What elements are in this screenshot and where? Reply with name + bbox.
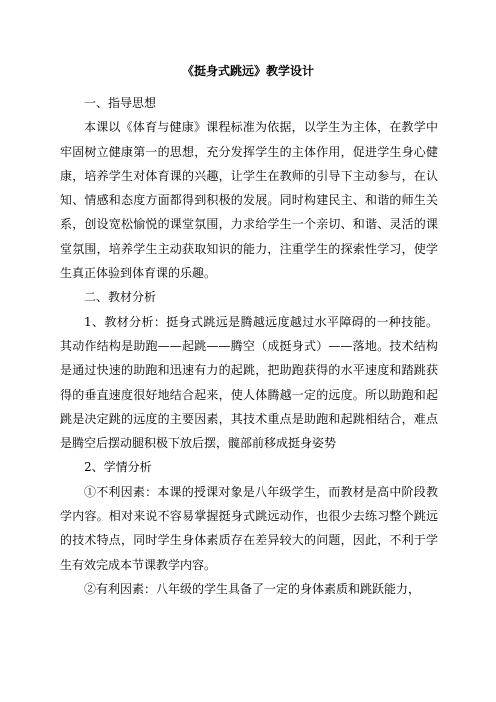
- paragraph-favorable-factors: ②有利因素：八年级的学生具备了一定的身体素质和跳跃能力，: [84, 581, 421, 596]
- subheading-learner-analysis: 2、学情分析: [84, 460, 152, 475]
- section-heading-material-analysis: 二、教材分析: [84, 290, 157, 305]
- paragraph-unfavorable-factors: ①不利因素：本课的授课对象是八年级学生，而教材是高中阶段教学内容。相对来说不容易掌握挺身式跳远动作，也很少去练习整个跳远的技术特点，同时学生身体素质存在差异较大的问题，因此，不利于学生有效完成本节课教学内容。: [60, 484, 438, 572]
- paragraph-guiding-ideology: 本课以《体育与健康》课程标准为依据，以学生为主体，在教学中牢固树立健康第一的思想，充分发挥学生的主体作用，促进学生身心健康，培养学生对体育课的兴趣，让学生在教师的引导下主动参与，在认知、情感和态度方面都得到积极的发展。同时构建民主、和谐的师生关系，创设宽松愉悦的课堂氛围，力求给学生一个亲切、和谐、灵活的课堂氛围，培养学生主动获取知识的能力，注重学生的探索性学习，使学生真正体验到体育课的乐趣。: [60, 120, 438, 281]
- paragraph-material-analysis: 1、教材分析：挺身式跳远是腾越远度越过水平障碍的一种技能。其动作结构是助跑——起跳——腾空（成挺身式）——落地。技术结构是通过快速的助跑和迅速有力的起跳，把助跑获得的水平速度和踏跳获得的垂直速度很好地结合起来，使人体腾越一定的远度。所以助跑和起跳是决定跳的远度的主要因素，其技术重点是助跑和起跳相结合，难点是腾空后摆动腿积极下放后摆，髋部前移成挺身姿势: [60, 314, 438, 451]
- document-body: [60, 91, 438, 601]
- section-heading-guiding-ideology: 一、指导思想: [84, 96, 157, 110]
- document-title: 《挺身式跳远》教学设计: [181, 64, 314, 78]
